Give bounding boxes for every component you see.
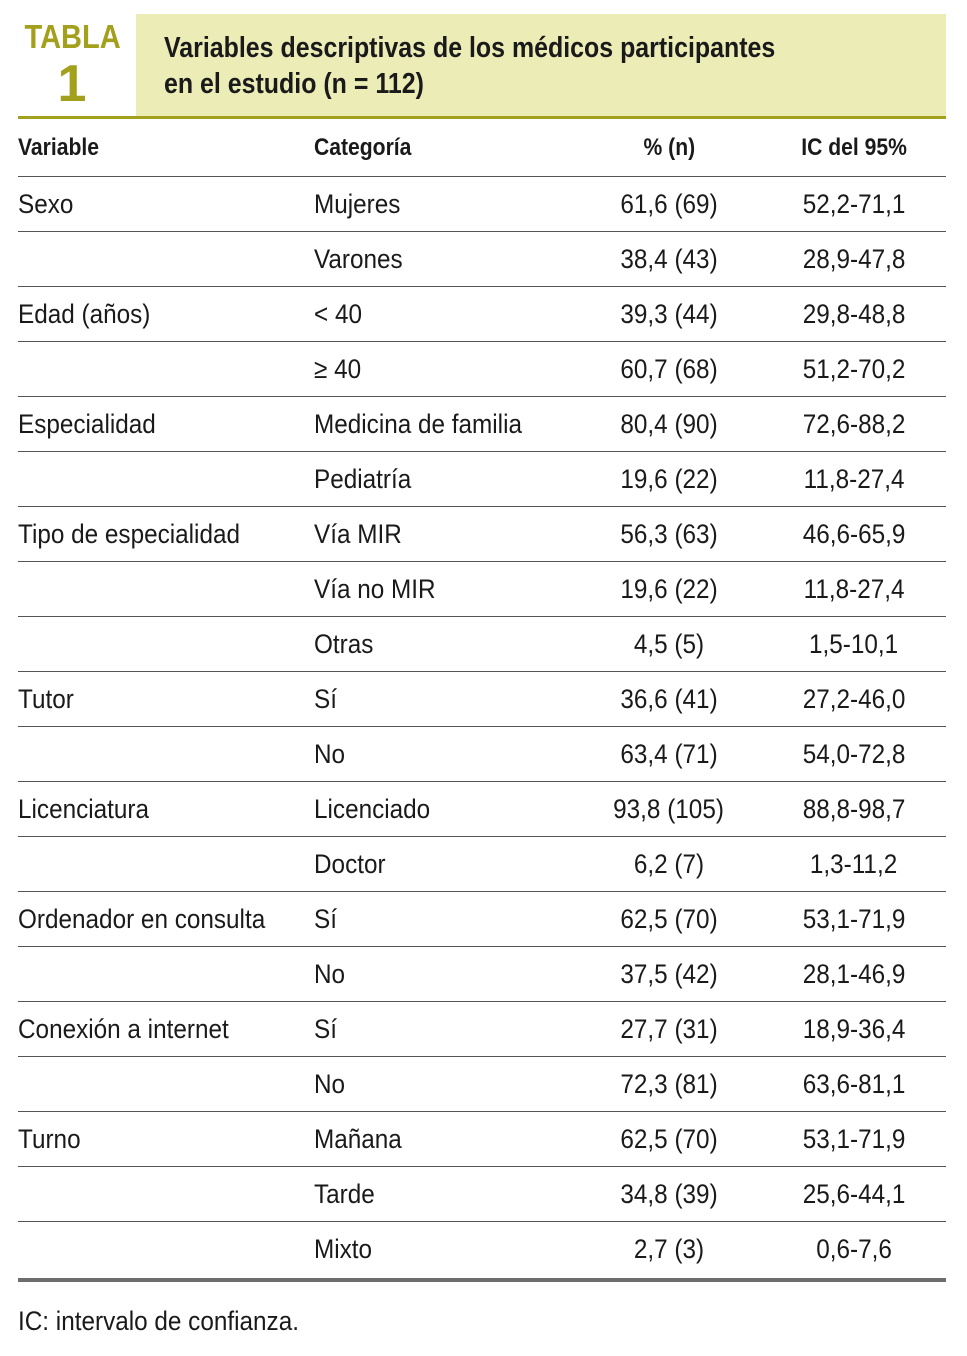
cell-confidence-interval: 54,0-72,8	[762, 727, 946, 782]
cell-category: Tarde	[314, 1167, 576, 1222]
table-row	[18, 1112, 946, 1167]
cell-confidence-interval: 52,2-71,1	[762, 177, 946, 232]
table-row	[18, 1002, 946, 1057]
cell-category: Doctor	[314, 837, 576, 892]
cell-confidence-interval: 28,1-46,9	[762, 947, 946, 1002]
table-row	[18, 727, 946, 782]
cell-variable	[18, 452, 314, 507]
cell-category: Licenciado	[314, 782, 576, 837]
cell-percent-n: 36,6 (41)	[576, 672, 762, 727]
cell-confidence-interval: 1,5-10,1	[762, 617, 946, 672]
cell-confidence-interval: 53,1-71,9	[762, 1112, 946, 1167]
cell-variable	[18, 837, 314, 892]
cell-category: Pediatría	[314, 452, 576, 507]
column-header-ci: IC del 95%	[762, 119, 946, 177]
tabla-number: 1	[57, 55, 87, 113]
cell-confidence-interval: 51,2-70,2	[762, 342, 946, 397]
cell-confidence-interval: 27,2-46,0	[762, 672, 946, 727]
column-header-row	[18, 119, 946, 177]
table-title-box	[136, 14, 946, 116]
cell-confidence-interval: 25,6-44,1	[762, 1167, 946, 1222]
cell-percent-n: 63,4 (71)	[576, 727, 762, 782]
table-body	[18, 177, 946, 1277]
cell-category: Sí	[314, 672, 576, 727]
cell-category: Mixto	[314, 1233, 373, 1264]
cell-variable	[18, 562, 314, 617]
cell-category: Sí	[314, 1002, 576, 1057]
footnote-text: IC: intervalo de confianza.	[18, 1306, 299, 1336]
cell-category: Medicina de familia	[314, 397, 576, 452]
cell-percent-n: 19,6 (22)	[576, 452, 762, 507]
cell-confidence-interval: 1,3-11,2	[762, 837, 946, 892]
table-row	[18, 947, 946, 1002]
cell-variable: Sexo	[18, 177, 314, 232]
cell-percent-n: 62,5 (70)	[576, 1112, 762, 1167]
cell-variable: Conexión a internet	[18, 1002, 314, 1057]
cell-variable: Especialidad	[18, 397, 314, 452]
cell-percent-n: 60,7 (68)	[576, 342, 762, 397]
cell-category: Vía no MIR	[314, 562, 576, 617]
table-row	[18, 837, 946, 892]
cell-confidence-interval: 18,9-36,4	[762, 1002, 946, 1057]
cell-confidence-interval: 11,8-27,4	[762, 562, 946, 617]
cell-variable	[18, 947, 314, 1002]
table-row	[18, 397, 946, 452]
cell-confidence-interval: 0,6-7,6	[816, 1233, 892, 1264]
cell-confidence-interval: 29,8-48,8	[762, 287, 946, 342]
cell-percent-n: 80,4 (90)	[576, 397, 762, 452]
cell-variable: Tipo de especialidad	[18, 507, 314, 562]
table-row	[18, 782, 946, 837]
cell-category: ≥ 40	[314, 342, 576, 397]
cell-variable	[18, 727, 314, 782]
cell-variable	[18, 1222, 314, 1277]
table-row	[18, 507, 946, 562]
cell-confidence-interval: 11,8-27,4	[762, 452, 946, 507]
cell-confidence-interval: 46,6-65,9	[762, 507, 946, 562]
table-row	[18, 287, 946, 342]
bottom-rule	[18, 1278, 946, 1282]
table-row	[18, 892, 946, 947]
cell-percent-n: 72,3 (81)	[576, 1057, 762, 1112]
cell-variable	[18, 1057, 314, 1112]
table-title	[164, 30, 938, 102]
table-header	[18, 14, 946, 116]
data-table	[18, 119, 946, 1276]
cell-category: Varones	[314, 232, 576, 287]
table-row	[18, 1222, 946, 1277]
table-row	[18, 452, 946, 507]
cell-confidence-interval: 72,6-88,2	[762, 397, 946, 452]
table-row	[18, 177, 946, 232]
cell-confidence-interval: 28,9-47,8	[762, 232, 946, 287]
tabla-word: TABLA	[24, 18, 121, 55]
cell-percent-n: 39,3 (44)	[576, 287, 762, 342]
cell-percent-n: 19,6 (22)	[576, 562, 762, 617]
cell-variable: Licenciatura	[18, 782, 314, 837]
column-header-percent: % (n)	[576, 119, 762, 177]
cell-percent-n: 4,5 (5)	[576, 617, 762, 672]
table-row	[18, 672, 946, 727]
table-row	[18, 232, 946, 287]
cell-category: Mujeres	[314, 177, 576, 232]
cell-confidence-interval: 88,8-98,7	[762, 782, 946, 837]
cell-confidence-interval: 63,6-81,1	[762, 1057, 946, 1112]
cell-category: Otras	[314, 617, 576, 672]
cell-category: Sí	[314, 892, 576, 947]
cell-percent-n: 56,3 (63)	[576, 507, 762, 562]
cell-percent-n: 61,6 (69)	[576, 177, 762, 232]
cell-variable: Edad (años)	[18, 287, 314, 342]
cell-variable	[18, 232, 314, 287]
cell-percent-n: 27,7 (31)	[576, 1002, 762, 1057]
table-row	[18, 1167, 946, 1222]
cell-category: No	[314, 947, 576, 1002]
column-header-variable: Variable	[18, 119, 314, 177]
cell-variable	[18, 342, 314, 397]
cell-confidence-interval: 53,1-71,9	[762, 892, 946, 947]
cell-percent-n: 6,2 (7)	[576, 837, 762, 892]
cell-variable	[18, 1167, 314, 1222]
cell-category: Mañana	[314, 1112, 576, 1167]
cell-category: < 40	[314, 287, 576, 342]
table-title-line-2: en el estudio (n = 112)	[164, 68, 424, 100]
footnote	[18, 1306, 330, 1337]
cell-percent-n: 37,5 (42)	[576, 947, 762, 1002]
cell-category: No	[314, 727, 576, 782]
table-row	[18, 342, 946, 397]
cell-category: No	[314, 1057, 576, 1112]
cell-category: Vía MIR	[314, 507, 576, 562]
column-header-category: Categoría	[314, 119, 576, 177]
cell-variable: Ordenador en consulta	[18, 892, 314, 947]
table-row	[18, 562, 946, 617]
cell-variable: Tutor	[18, 672, 314, 727]
cell-variable	[18, 617, 314, 672]
cell-percent-n: 34,8 (39)	[576, 1167, 762, 1222]
table-number-label	[18, 14, 136, 116]
cell-percent-n: 62,5 (70)	[576, 892, 762, 947]
cell-variable: Turno	[18, 1112, 314, 1167]
table-title-line-1: Variables descriptivas de los médicos participantes	[164, 32, 776, 64]
table-row	[18, 1057, 946, 1112]
cell-percent-n: 2,7 (3)	[633, 1233, 705, 1264]
table-row	[18, 617, 946, 672]
cell-percent-n: 38,4 (43)	[576, 232, 762, 287]
cell-percent-n: 93,8 (105)	[576, 782, 762, 837]
